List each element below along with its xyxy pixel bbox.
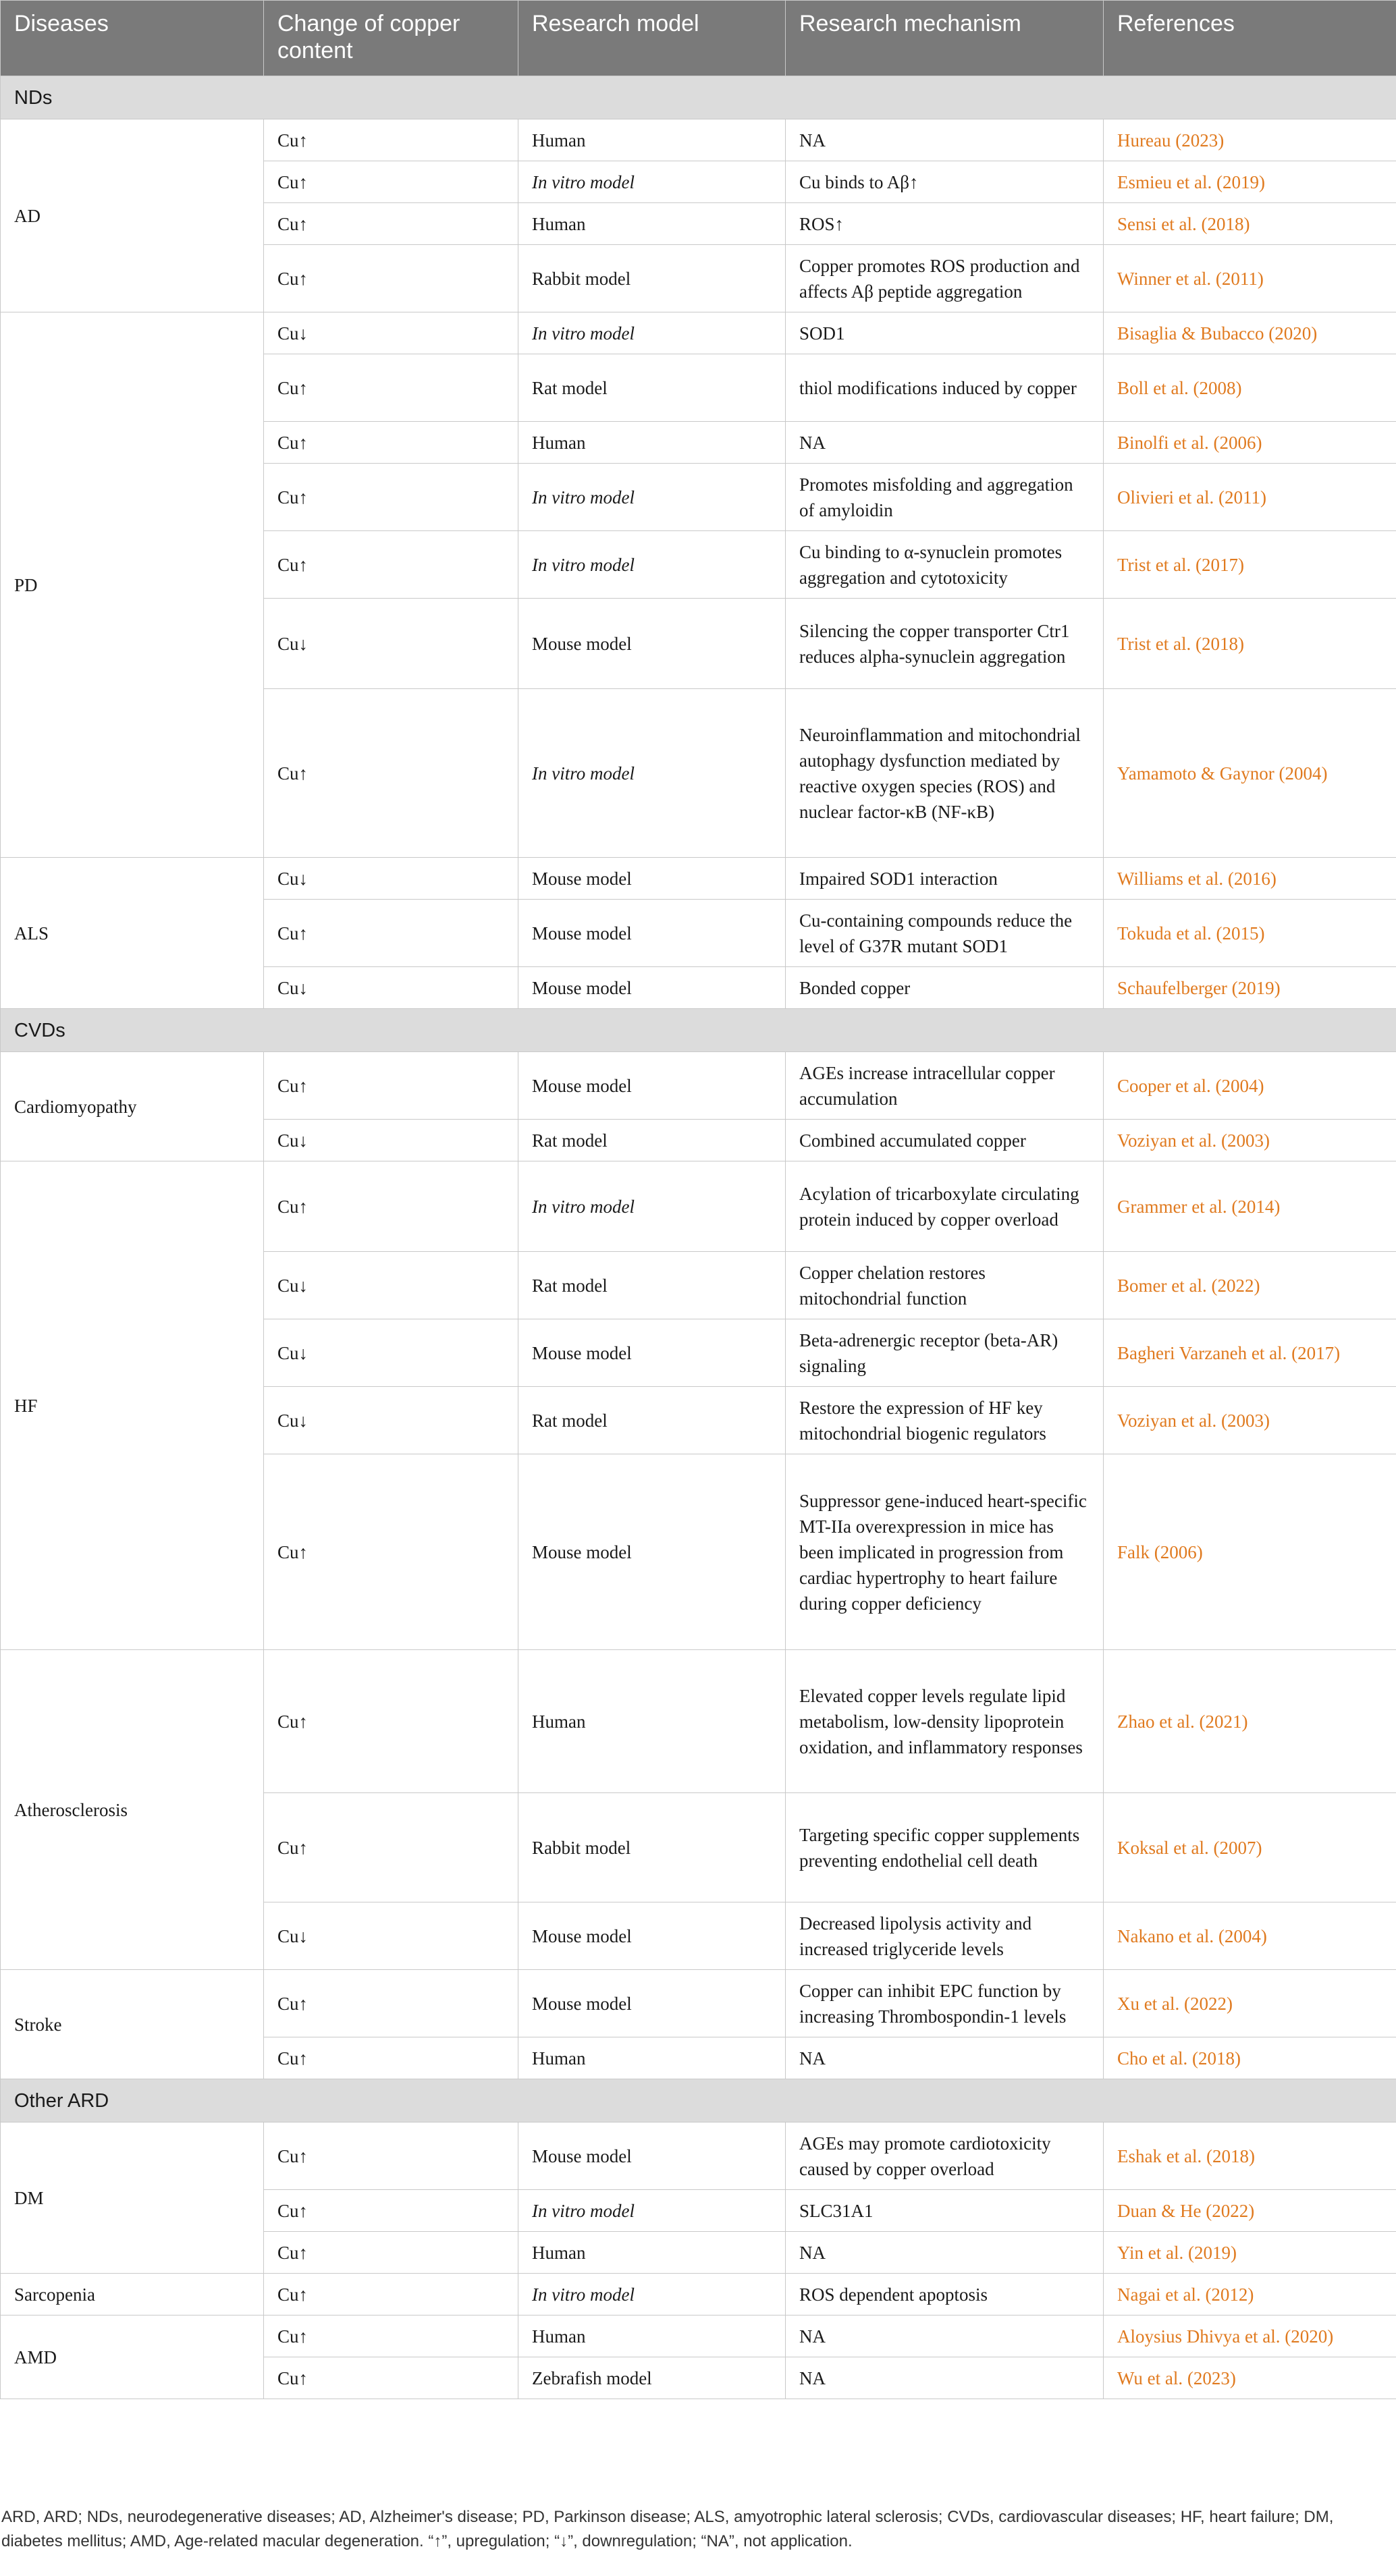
change-cell: Cu↑ (264, 1052, 518, 1120)
change-cell: Cu↑ (264, 464, 518, 531)
disease-cell: Sarcopenia (1, 2274, 264, 2315)
change-cell: Cu↑ (264, 531, 518, 599)
change-cell: Cu↑ (264, 2315, 518, 2357)
table-row (1, 1650, 1396, 1793)
section-label: NDs (1, 76, 1396, 119)
mechanism-cell: NA (786, 2315, 1104, 2357)
reference-link[interactable]: Falk (2006) (1104, 1454, 1396, 1650)
change-cell: Cu↓ (264, 1387, 518, 1454)
table-row (1, 2122, 1396, 2190)
model-cell: In vitro model (518, 689, 786, 858)
reference-link[interactable]: Schaufelberger (2019) (1104, 967, 1396, 1009)
reference-link[interactable]: Esmieu et al. (2019) (1104, 161, 1396, 203)
reference-link[interactable]: Cooper et al. (2004) (1104, 1052, 1396, 1120)
mechanism-cell: NA (786, 422, 1104, 464)
mechanism-cell: Copper promotes ROS production and affects Aβ peptide aggregation (786, 245, 1104, 312)
reference-link[interactable]: Voziyan et al. (2003) (1104, 1120, 1396, 1161)
mechanism-cell: Elevated copper levels regulate lipid metabolism, low-density lipoprotein oxidation, and inflammatory responses (786, 1650, 1104, 1793)
model-cell: In vitro model (518, 2274, 786, 2315)
change-cell: Cu↑ (264, 1793, 518, 1902)
reference-link[interactable]: Duan & He (2022) (1104, 2190, 1396, 2232)
table-row (1, 1052, 1396, 1120)
mechanism-cell: Decreased lipolysis activity and increased triglyceride levels (786, 1902, 1104, 1970)
change-cell: Cu↑ (264, 1970, 518, 2037)
reference-link[interactable]: Sensi et al. (2018) (1104, 203, 1396, 245)
reference-link[interactable]: Grammer et al. (2014) (1104, 1161, 1396, 1252)
reference-link[interactable]: Trist et al. (2017) (1104, 531, 1396, 599)
change-cell: Cu↑ (264, 354, 518, 422)
mechanism-cell: Combined accumulated copper (786, 1120, 1104, 1161)
model-cell: Rabbit model (518, 245, 786, 312)
model-cell: Mouse model (518, 858, 786, 900)
change-cell: Cu↑ (264, 203, 518, 245)
table-row (1, 1970, 1396, 2037)
section-row (1, 76, 1396, 119)
mechanism-cell: NA (786, 2357, 1104, 2399)
change-cell: Cu↓ (264, 1319, 518, 1387)
mechanism-cell: Suppressor gene-induced heart-specific MT-IIa overexpression in mice has been implicated in progression from cardiac hypertrophy to heart failure during copper deficiency (786, 1454, 1104, 1650)
mechanism-cell: Targeting specific copper supplements preventing endothelial cell death (786, 1793, 1104, 1902)
mechanism-cell: Restore the expression of HF key mitochondrial biogenic regulators (786, 1387, 1104, 1454)
model-cell: In vitro model (518, 1161, 786, 1252)
reference-link[interactable]: Aloysius Dhivya et al. (2020) (1104, 2315, 1396, 2357)
model-cell: Mouse model (518, 1319, 786, 1387)
reference-link[interactable]: Xu et al. (2022) (1104, 1970, 1396, 2037)
reference-link[interactable]: Olivieri et al. (2011) (1104, 464, 1396, 531)
mechanism-cell: ROS dependent apoptosis (786, 2274, 1104, 2315)
model-cell: In vitro model (518, 161, 786, 203)
model-cell: Mouse model (518, 599, 786, 689)
mechanism-cell: ROS↑ (786, 203, 1104, 245)
disease-cell: Cardiomyopathy (1, 1052, 264, 1161)
model-cell: Rabbit model (518, 1793, 786, 1902)
header-mechanism: Research mechanism (786, 1, 1104, 76)
model-cell: Human (518, 203, 786, 245)
model-cell: In vitro model (518, 464, 786, 531)
model-cell: In vitro model (518, 2190, 786, 2232)
mechanism-cell: NA (786, 119, 1104, 161)
change-cell: Cu↓ (264, 1252, 518, 1319)
model-cell: In vitro model (518, 312, 786, 354)
reference-link[interactable]: Binolfi et al. (2006) (1104, 422, 1396, 464)
change-cell: Cu↑ (264, 900, 518, 967)
mechanism-cell: Acylation of tricarboxylate circulating protein induced by copper overload (786, 1161, 1104, 1252)
change-cell: Cu↑ (264, 689, 518, 858)
reference-link[interactable]: Williams et al. (2016) (1104, 858, 1396, 900)
model-cell: Human (518, 119, 786, 161)
mechanism-cell: SOD1 (786, 312, 1104, 354)
mechanism-cell: Impaired SOD1 interaction (786, 858, 1104, 900)
change-cell: Cu↑ (264, 2190, 518, 2232)
mechanism-cell: Neuroinflammation and mitochondrial autophagy dysfunction mediated by reactive oxygen species (ROS) and nuclear factor-κB (NF-κB) (786, 689, 1104, 858)
change-cell: Cu↑ (264, 2274, 518, 2315)
reference-link[interactable]: Eshak et al. (2018) (1104, 2122, 1396, 2190)
reference-link[interactable]: Wu et al. (2023) (1104, 2357, 1396, 2399)
reference-link[interactable]: Cho et al. (2018) (1104, 2037, 1396, 2079)
change-cell: Cu↑ (264, 422, 518, 464)
change-cell: Cu↑ (264, 119, 518, 161)
mechanism-cell: Bonded copper (786, 967, 1104, 1009)
mechanism-cell: NA (786, 2037, 1104, 2079)
change-cell: Cu↑ (264, 245, 518, 312)
mechanism-cell: Cu binding to α-synuclein promotes aggregation and cytotoxicity (786, 531, 1104, 599)
change-cell: Cu↓ (264, 1120, 518, 1161)
mechanism-cell: Copper chelation restores mitochondrial function (786, 1252, 1104, 1319)
mechanism-cell: Cu binds to Aβ↑ (786, 161, 1104, 203)
mechanism-cell: Silencing the copper transporter Ctr1 reduces alpha-synuclein aggregation (786, 599, 1104, 689)
change-cell: Cu↑ (264, 1650, 518, 1793)
section-row (1, 1009, 1396, 1052)
section-label: Other ARD (1, 2079, 1396, 2122)
mechanism-cell: Beta-adrenergic receptor (beta-AR) signaling (786, 1319, 1104, 1387)
reference-link[interactable]: Yamamoto & Gaynor (2004) (1104, 689, 1396, 858)
reference-link[interactable]: Bomer et al. (2022) (1104, 1252, 1396, 1319)
table-row (1, 2315, 1396, 2357)
change-cell: Cu↓ (264, 1902, 518, 1970)
reference-link[interactable]: Winner et al. (2011) (1104, 245, 1396, 312)
mechanism-cell: SLC31A1 (786, 2190, 1104, 2232)
reference-link[interactable]: Zhao et al. (2021) (1104, 1650, 1396, 1793)
reference-link[interactable]: Boll et al. (2008) (1104, 354, 1396, 422)
disease-cell: Atherosclerosis (1, 1650, 264, 1970)
reference-link[interactable]: Nakano et al. (2004) (1104, 1902, 1396, 1970)
model-cell: Mouse model (518, 1454, 786, 1650)
model-cell: Mouse model (518, 1902, 786, 1970)
disease-cell: Stroke (1, 1970, 264, 2079)
table-row (1, 1161, 1396, 1252)
reference-link[interactable]: Bisaglia & Bubacco (2020) (1104, 312, 1396, 354)
change-cell: Cu↑ (264, 2122, 518, 2190)
table-row (1, 119, 1396, 161)
reference-link[interactable]: Koksal et al. (2007) (1104, 1793, 1396, 1902)
reference-link[interactable]: Nagai et al. (2012) (1104, 2274, 1396, 2315)
table-row (1, 312, 1396, 354)
model-cell: Zebrafish model (518, 2357, 786, 2399)
model-cell: Rat model (518, 1120, 786, 1161)
change-cell: Cu↑ (264, 1161, 518, 1252)
model-cell: Rat model (518, 354, 786, 422)
mechanism-cell: thiol modifications induced by copper (786, 354, 1104, 422)
section-label: CVDs (1, 1009, 1396, 1052)
reference-link[interactable]: Yin et al. (2019) (1104, 2232, 1396, 2274)
header-row (1, 1, 1396, 76)
reference-link[interactable]: Voziyan et al. (2003) (1104, 1387, 1396, 1454)
model-cell: Human (518, 2037, 786, 2079)
change-cell: Cu↓ (264, 599, 518, 689)
model-cell: In vitro model (518, 531, 786, 599)
change-cell: Cu↑ (264, 2357, 518, 2399)
disease-cell: AD (1, 119, 264, 312)
header-model: Research model (518, 1, 786, 76)
change-cell: Cu↑ (264, 161, 518, 203)
disease-cell: ALS (1, 858, 264, 1009)
change-cell: Cu↓ (264, 858, 518, 900)
mechanism-cell: Cu-containing compounds reduce the level of G37R mutant SOD1 (786, 900, 1104, 967)
disease-cell: AMD (1, 2315, 264, 2399)
disease-cell: HF (1, 1161, 264, 1650)
reference-link[interactable]: Trist et al. (2018) (1104, 599, 1396, 689)
change-cell: Cu↑ (264, 1454, 518, 1650)
change-cell: Cu↑ (264, 2232, 518, 2274)
table-footnote: ARD, ARD; NDs, neurodegenerative diseases; AD, Alzheimer's disease; PD, Parkinson disease; ALS, amyotrophic lateral sclerosis; CVDs, cardiovascular diseases; HF, heart failure; DM, diabetes mellitus; AMD, Age-related macular degeneration. “↑”, upregulation; “↓”, downregulation; “NA”, not application. (1, 2508, 1334, 2550)
model-cell: Mouse model (518, 967, 786, 1009)
model-cell: Human (518, 2232, 786, 2274)
reference-link[interactable]: Hureau (2023) (1104, 119, 1396, 161)
change-cell: Cu↑ (264, 2037, 518, 2079)
mechanism-cell: Promotes misfolding and aggregation of amyloidin (786, 464, 1104, 531)
change-cell: Cu↓ (264, 967, 518, 1009)
mechanism-cell: AGEs may promote cardiotoxicity caused by copper overload (786, 2122, 1104, 2190)
mechanism-cell: Copper can inhibit EPC function by increasing Thrombospondin-1 levels (786, 1970, 1104, 2037)
model-cell: Mouse model (518, 900, 786, 967)
change-cell: Cu↓ (264, 312, 518, 354)
header-change: Change of copper content (264, 1, 518, 76)
section-row (1, 2079, 1396, 2122)
table-row (1, 2274, 1396, 2315)
model-cell: Human (518, 1650, 786, 1793)
header-diseases: Diseases (1, 1, 264, 76)
mechanism-cell: NA (786, 2232, 1104, 2274)
disease-cell: PD (1, 312, 264, 858)
disease-cell: DM (1, 2122, 264, 2274)
model-cell: Human (518, 422, 786, 464)
model-cell: Human (518, 2315, 786, 2357)
model-cell: Rat model (518, 1252, 786, 1319)
model-cell: Rat model (518, 1387, 786, 1454)
reference-link[interactable]: Bagheri Varzaneh et al. (2017) (1104, 1319, 1396, 1387)
table-row (1, 858, 1396, 900)
reference-link[interactable]: Tokuda et al. (2015) (1104, 900, 1396, 967)
model-cell: Mouse model (518, 2122, 786, 2190)
mechanism-cell: AGEs increase intracellular copper accumulation (786, 1052, 1104, 1120)
model-cell: Mouse model (518, 1970, 786, 2037)
model-cell: Mouse model (518, 1052, 786, 1120)
header-references: References (1104, 1, 1396, 76)
